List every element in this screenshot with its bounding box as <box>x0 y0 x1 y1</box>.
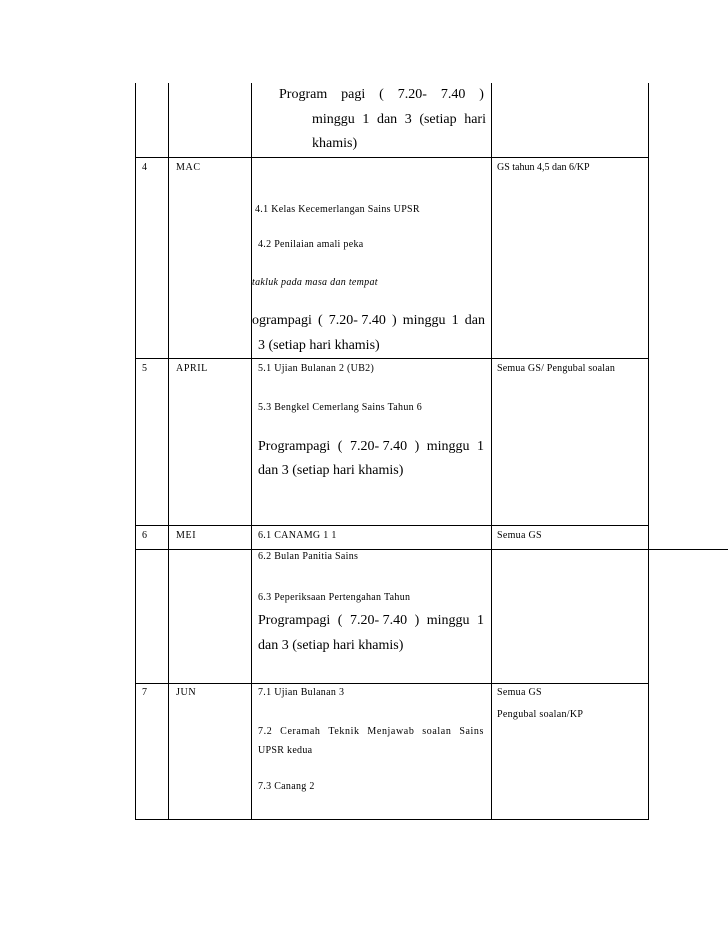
row-divider <box>135 549 728 550</box>
activity-item: 7.1 Ujian Bulanan 3 <box>258 687 345 698</box>
table-border-left <box>135 83 136 820</box>
activity-item: 7.3 Canang 2 <box>258 781 315 792</box>
activity-item: 6.2 Bulan Panitia Sains <box>258 551 359 562</box>
program-schedule-line1: Programpagi ( 7.20- 7.40 ) minggu 1 <box>258 439 484 454</box>
row-month: APRIL <box>176 363 208 374</box>
activity-item: 6.3 Peperiksaan Pertengahan Tahun <box>258 592 411 603</box>
table-border-right <box>648 83 649 820</box>
row-responsible: Semua GS <box>497 687 542 698</box>
row-number: 7 <box>142 687 148 698</box>
activity-item-wrapped-line1: 7.2 Ceramah Teknik Menjawab soalan Sains <box>258 726 484 737</box>
column-divider-activity <box>491 83 492 820</box>
row-month: JUN <box>176 687 197 698</box>
activity-item: 6.1 CANAMG 1 1 <box>258 530 337 541</box>
row-number: 4 <box>142 162 148 173</box>
row-responsible: Semua GS/ Pengubal soalan <box>497 363 616 374</box>
program-schedule-line2: dan 3 (setiap hari khamis) <box>258 463 404 478</box>
program-schedule-line1: Programpagi ( 7.20- 7.40 ) minggu 1 <box>258 613 484 628</box>
activity-item: 5.3 Bengkel Cemerlang Sains Tahun 6 <box>258 402 423 413</box>
row-responsible: GS tahun 4,5 dan 6/KP <box>497 162 590 173</box>
row-divider <box>135 157 649 158</box>
row-responsible-secondary: Pengubal soalan/KP <box>497 709 584 720</box>
activity-note: takluk pada masa dan tempat <box>252 277 378 288</box>
row-divider <box>135 358 649 359</box>
row-divider <box>135 683 649 684</box>
row-month: MEI <box>176 530 197 541</box>
column-divider-month <box>251 83 252 820</box>
program-schedule-line1: ogrampagi ( 7.20- 7.40 ) minggu 1 dan <box>252 313 485 328</box>
row-responsible: Semua GS <box>497 530 542 541</box>
activity-item: 4.1 Kelas Kecemerlangan Sains UPSR <box>255 204 420 215</box>
carryover-program-line3: khamis) <box>312 136 358 151</box>
table-border-bottom <box>135 819 649 820</box>
activity-item-wrapped-line2: UPSR kedua <box>258 745 313 756</box>
activity-item: 5.1 Ujian Bulanan 2 (UB2) <box>258 363 375 374</box>
program-schedule-line2: 3 (setiap hari khamis) <box>258 338 380 353</box>
row-month: MAC <box>176 162 201 173</box>
row-number: 6 <box>142 530 148 541</box>
carryover-program-line2: minggu 1 dan 3 (setiap hari <box>312 112 486 127</box>
column-divider-no <box>168 83 169 820</box>
activity-item: 4.2 Penilaian amali peka <box>258 239 364 250</box>
carryover-program-line1: Program pagi ( 7.20- 7.40 ) <box>279 87 484 102</box>
row-divider <box>135 525 649 526</box>
row-number: 5 <box>142 363 148 374</box>
program-schedule-line2: dan 3 (setiap hari khamis) <box>258 638 404 653</box>
